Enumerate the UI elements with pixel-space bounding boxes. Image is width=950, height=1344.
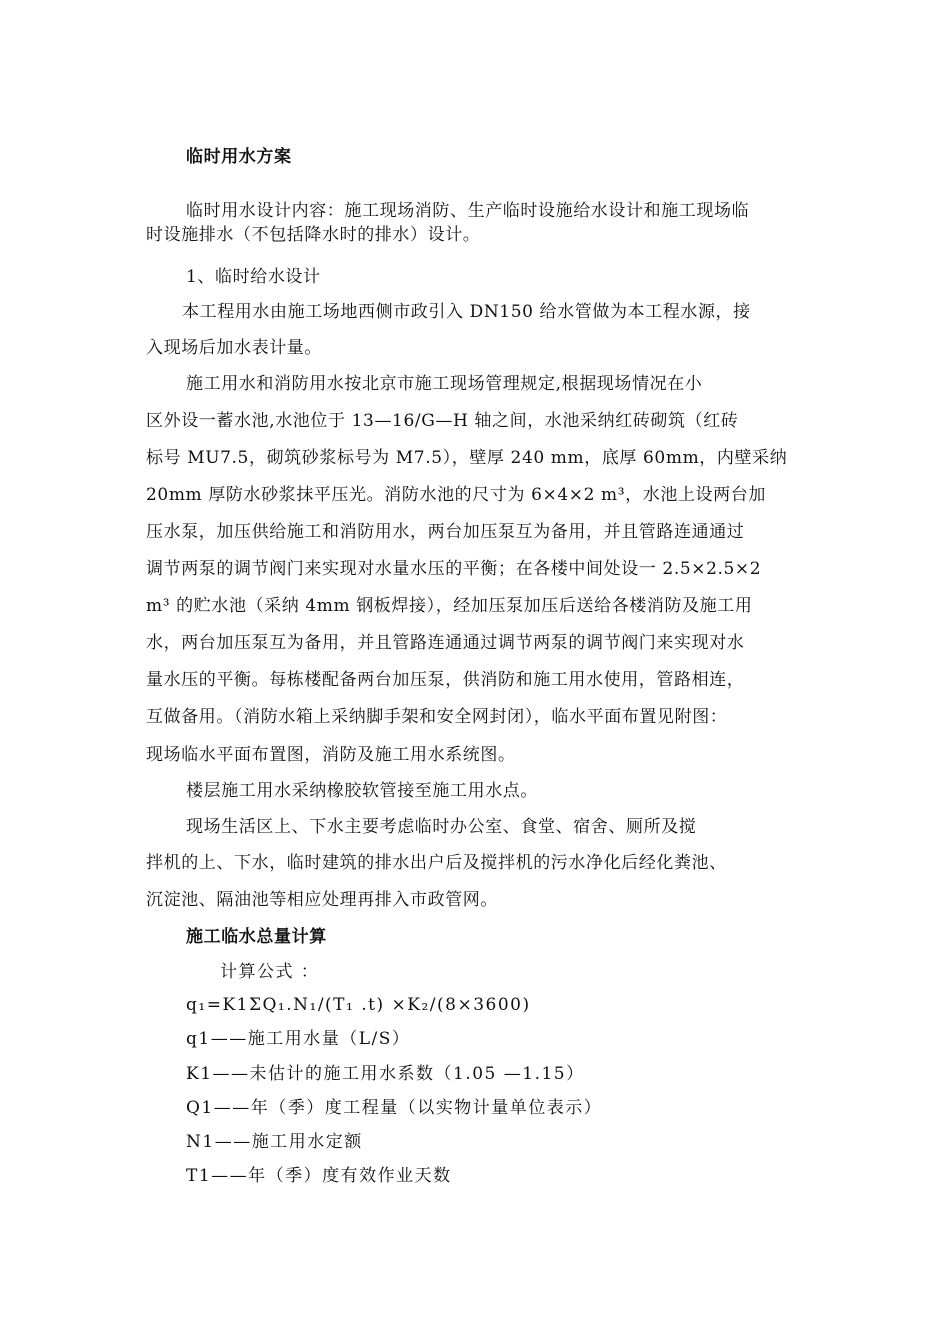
para2-line-7: m³ 的贮水池（采纳 4mm 钢板焊接），经加压泵加压后送给各楼消防及施工用 <box>146 596 753 616</box>
para2-line-6: 调节两泵的调节阀门来实现对水量水压的平衡；在各楼中间处设一 2.5×2.5×2 <box>146 559 762 579</box>
para1-line-1: 本工程用水由施工场地西侧市政引入 DN150 给水管做为本工程水源，接 <box>182 302 751 322</box>
def-n1: N1——施工用水定额 <box>186 1132 363 1152</box>
para2-line-4: 20mm 厚防水砂浆抹平压光。消防水池的尺寸为 6×4×2 m³，水池上设两台加 <box>146 485 766 505</box>
para2-line-10: 互做备用。（消防水箱上采纳脚手架和安全网封闭），临水平面布置见附图： <box>146 707 728 727</box>
calc-heading: 施工临水总量计算 <box>186 927 327 947</box>
para4-line-3: 沉淀池、隔油池等相应处理再排入市政管网。 <box>146 890 498 910</box>
def-k1: K1——未估计的施工用水系数（1.05 —1.15） <box>186 1064 585 1084</box>
para2-line-1: 施工用水和消防用水按北京市施工现场管理规定,根据现场情况在小 <box>186 374 703 394</box>
para2-line-5: 压水泵，加压供给施工和消防用水，两台加压泵互为备用，并且管路连通通过 <box>146 522 745 542</box>
para4-line-1: 现场生活区上、下水主要考虑临时办公室、食堂、宿舍、厕所及搅 <box>186 817 697 837</box>
para1-line-2: 入现场后加水表计量。 <box>146 338 322 358</box>
para2-line-3: 标号 MU7.5，砌筑砂浆标号为 M7.5），壁厚 240 mm，底厚 60mm，内壁采纳 <box>146 448 788 468</box>
intro-line-2: 时设施排水（不包括降水时的排水）设计。 <box>146 225 481 245</box>
def-q1-quantity: Q1——年（季）度工程量（以实物计量单位表示） <box>186 1098 603 1118</box>
def-q1: q1——施工用水量（L/S） <box>186 1029 411 1049</box>
section1-heading: 1、临时给水设计 <box>186 267 321 287</box>
para2-line-11: 现场临水平面布置图，消防及施工用水系统图。 <box>146 745 516 765</box>
intro-line-1: 临时用水设计内容：施工现场消防、生产临时设施给水设计和施工现场临 <box>186 201 750 221</box>
document-title: 临时用水方案 <box>186 147 292 167</box>
def-t1: T1——年（季）度有效作业天数 <box>186 1166 452 1186</box>
para2-line-8: 水，两台加压泵互为备用，并且管路连通通过调节两泵的调节阀门来实现对水 <box>146 633 745 653</box>
para2-line-9: 量水压的平衡。每栋楼配备两台加压泵，供消防和施工用水使用，管路相连， <box>146 670 745 690</box>
para3: 楼层施工用水采纳橡胶软管接至施工用水点。 <box>186 781 538 801</box>
formula: q₁=K1ΣQ₁.N₁/(T₁ .t) ×K₂/(8×3600) <box>186 995 531 1015</box>
para4-line-2: 拌机的上、下水，临时建筑的排水出户后及搅拌机的污水净化后经化粪池、 <box>146 853 727 873</box>
para2-line-2: 区外设一蓄水池,水池位于 13—16/G—H 轴之间，水池采纳红砖砌筑（红砖 <box>146 411 739 431</box>
formula-label: 计算公式 ： <box>220 962 320 982</box>
